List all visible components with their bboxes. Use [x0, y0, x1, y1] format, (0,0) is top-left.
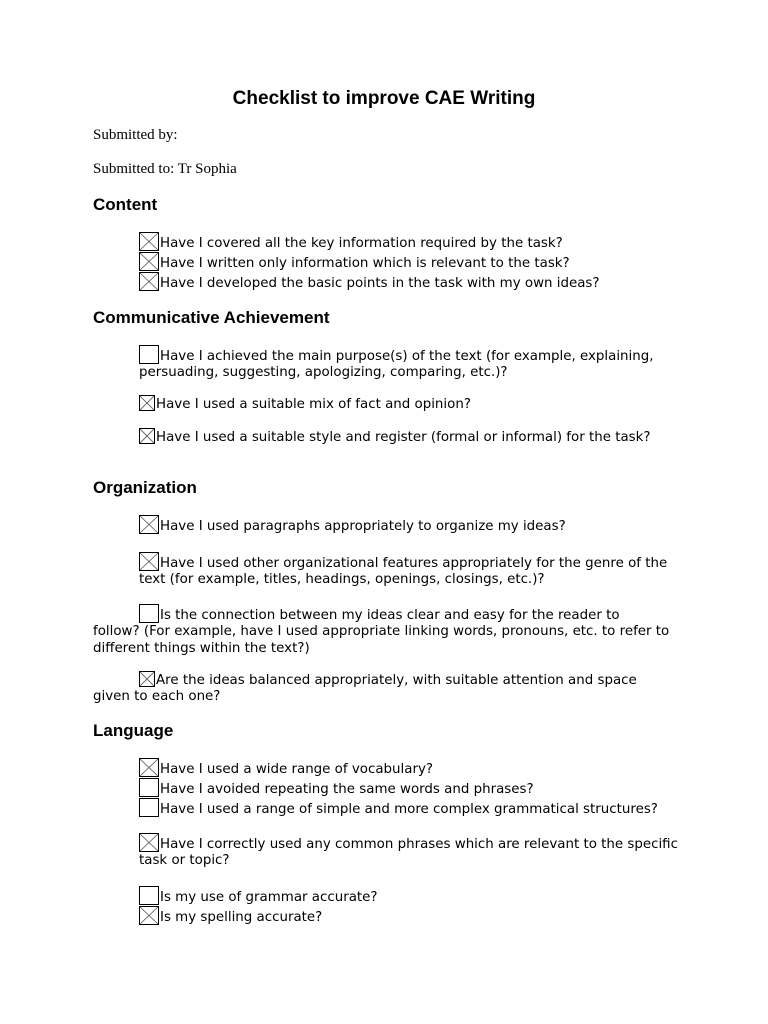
checklist-item: [93, 604, 683, 657]
item-text: Have I written only information which is relevant to the task?: [160, 256, 570, 271]
check-x-mark-icon: [140, 907, 158, 924]
checkbox[interactable]: [139, 906, 159, 925]
checkbox[interactable]: [139, 272, 159, 291]
item-text: Is my use of grammar accurate?: [160, 890, 378, 905]
section-heading-content: Content: [93, 195, 158, 214]
check-x-mark-icon: [140, 553, 158, 570]
checklist-item: [139, 833, 684, 870]
checklist-item: [139, 272, 684, 292]
item-text: Have I used a range of simple and more complex grammatical structures?: [160, 802, 658, 817]
page-title: Checklist to improve CAE Writing: [232, 88, 536, 109]
item-text: Have I covered all the key information required by the task?: [160, 236, 563, 251]
item-text: Have I correctly used any common phrases which are relevant to the specific task or topic?: [139, 837, 678, 869]
section-heading-language: Language: [93, 721, 174, 740]
checklist-item: [139, 906, 684, 926]
checklist-item: [139, 778, 684, 798]
item-text: Have I developed the basic points in the task with my own ideas?: [160, 276, 600, 291]
item-text: Have I used a wide range of vocabulary?: [160, 762, 433, 777]
checklist-item: [139, 252, 684, 272]
checklist-item: [139, 886, 684, 906]
section-heading-communicative-achievement: Communicative Achievement: [93, 308, 330, 327]
check-x-mark-icon: [140, 253, 158, 270]
checkbox[interactable]: [139, 428, 155, 444]
item-text: Have I used a suitable style and register (formal or informal) for the task?: [156, 430, 651, 445]
checkbox[interactable]: [139, 886, 159, 905]
check-x-mark-icon: [140, 834, 158, 851]
check-x-mark-icon: [140, 429, 154, 443]
checklist-item: [139, 515, 684, 535]
checklist-item: [139, 395, 684, 413]
checklist-item: [93, 671, 683, 706]
checklist-item: [139, 552, 684, 589]
item-text-continued: given to each one?: [93, 689, 221, 705]
checkbox[interactable]: [139, 345, 159, 364]
check-x-mark-icon: [140, 396, 154, 410]
item-text: Have I avoided repeating the same words and phrases?: [160, 782, 534, 797]
submitted-by: Submitted by:: [93, 127, 178, 143]
checkbox[interactable]: [139, 758, 159, 777]
checkbox[interactable]: [139, 552, 159, 571]
check-x-mark-icon: [140, 273, 158, 290]
checklist-item: [139, 758, 684, 778]
check-x-mark-icon: [140, 759, 158, 776]
item-text: Have I used other organizational features appropriately for the genre of the text (for example, titles, headings, openings, closings, etc.)?: [139, 556, 668, 588]
submitted-to: Submitted to: Tr Sophia: [93, 161, 237, 177]
item-text: Have I used paragraphs appropriately to organize my ideas?: [160, 519, 566, 534]
section-heading-organization: Organization: [93, 478, 197, 497]
checkbox[interactable]: [139, 671, 155, 687]
check-x-mark-icon: [140, 516, 158, 533]
checkbox[interactable]: [139, 232, 159, 251]
checkbox[interactable]: [139, 798, 159, 817]
item-text: Is my spelling accurate?: [160, 910, 323, 925]
check-x-mark-icon: [140, 233, 158, 250]
item-text: Have I achieved the main purpose(s) of the text (for example, explaining, persuading, suggesting, apologizing, comparing, etc.)?: [139, 349, 654, 381]
checklist-item: [139, 345, 684, 382]
item-text: Are the ideas balanced appropriately, with suitable attention and space: [156, 673, 637, 688]
item-text-continued: follow? (For example, have I used appropriate linking words, pronouns, etc. to refer to different things within the text?): [93, 624, 670, 656]
checkbox[interactable]: [139, 778, 159, 797]
checkbox[interactable]: [139, 252, 159, 271]
checkbox[interactable]: [139, 833, 159, 852]
checklist-item: [139, 232, 684, 252]
checkbox[interactable]: [139, 515, 159, 534]
check-x-mark-icon: [140, 672, 154, 686]
checkbox[interactable]: [139, 604, 159, 623]
checkbox[interactable]: [139, 395, 155, 411]
checklist-item: [139, 428, 684, 446]
item-text: Have I used a suitable mix of fact and opinion?: [156, 397, 471, 412]
checklist-item: [139, 798, 684, 818]
item-text: Is the connection between my ideas clear and easy for the reader to: [160, 608, 620, 623]
